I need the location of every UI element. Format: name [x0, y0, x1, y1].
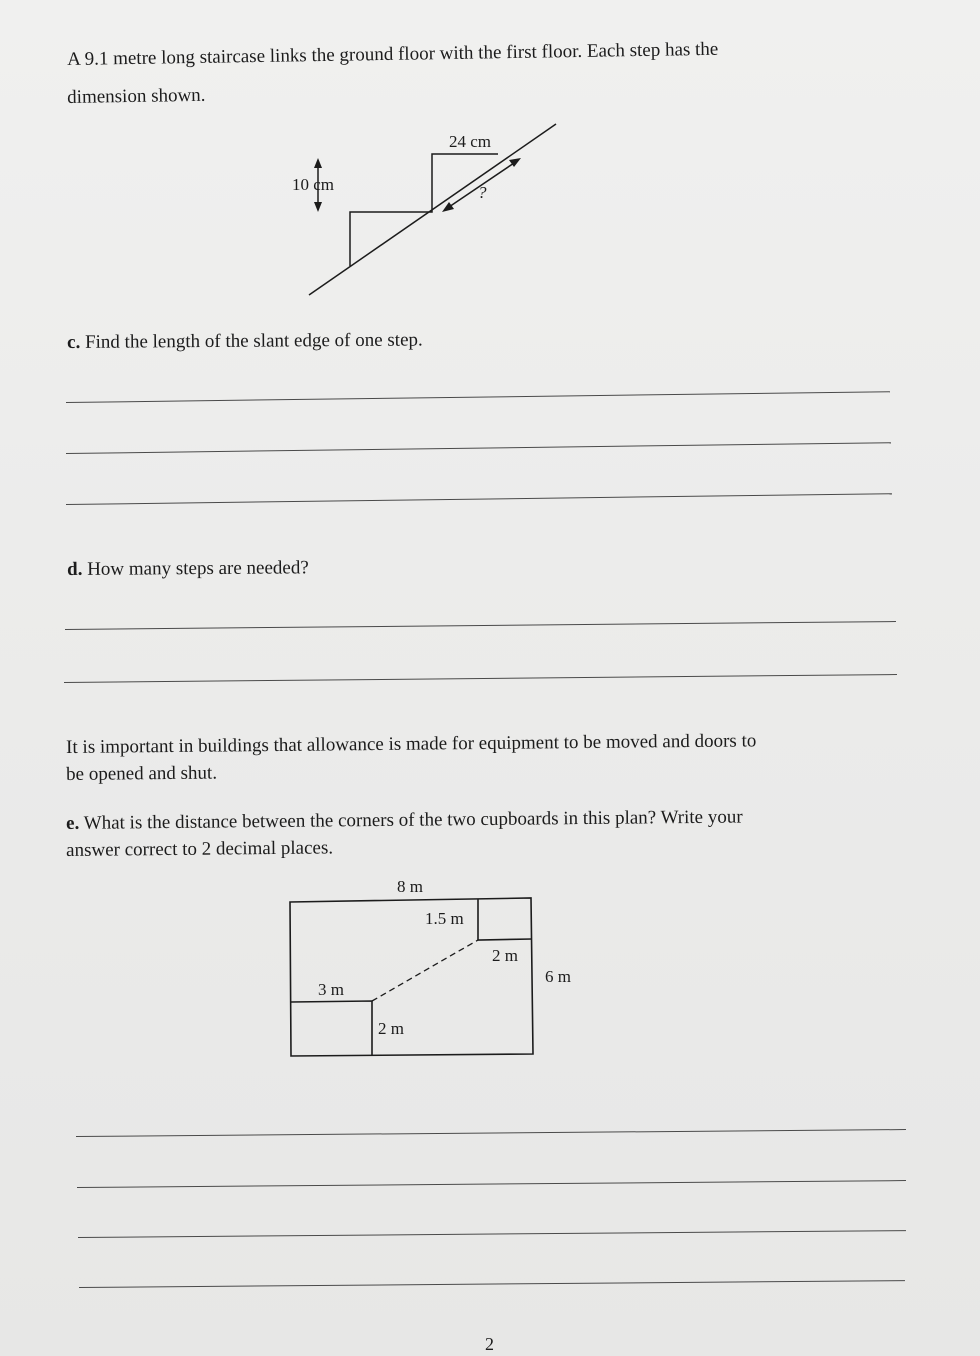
room-width-label: 8 m [397, 877, 423, 896]
question-e-letter: e. [66, 812, 80, 834]
bottom-cupboard-height-label: 3 m [318, 980, 344, 999]
top-cupboard-width-label: 1.5 m [425, 909, 464, 928]
question-d-letter: d. [67, 558, 83, 580]
room-outline [290, 898, 533, 1056]
context-line-1: It is important in buildings that allowance is made for equipment to be moved and doors to [66, 730, 757, 758]
bottom-cupboard-width-label: 2 m [378, 1019, 404, 1038]
intro-line-1: A 9.1 metre long staircase links the ground floor with the first floor. Each step has the [67, 38, 719, 70]
question-d-text: How many steps are needed? [87, 557, 309, 580]
step-width-label: 24 cm [449, 132, 492, 151]
question-c-text: Find the length of the slant edge of one step. [84, 329, 423, 353]
step-height-label: 10 cm [292, 175, 335, 194]
question-e-text-1: What is the distance between the corners of the two cupboards in this plan? Write your [83, 806, 743, 834]
top-cupboard-outline [478, 899, 532, 940]
bottom-cupboard-outline [291, 1001, 372, 1055]
context-line-2: be opened and shut. [66, 762, 218, 785]
cupboard-corner-distance-line [372, 940, 478, 1001]
question-c-letter: c. [67, 331, 81, 353]
page-number: 2 [485, 1334, 494, 1354]
room-height-label: 6 m [545, 967, 571, 986]
top-cupboard-height-label: 2 m [492, 946, 518, 965]
intro-line-2: dimension shown. [67, 84, 206, 108]
slant-unknown-label: ? [478, 183, 487, 202]
question-e-line-2: answer correct to 2 decimal places. [66, 837, 334, 861]
